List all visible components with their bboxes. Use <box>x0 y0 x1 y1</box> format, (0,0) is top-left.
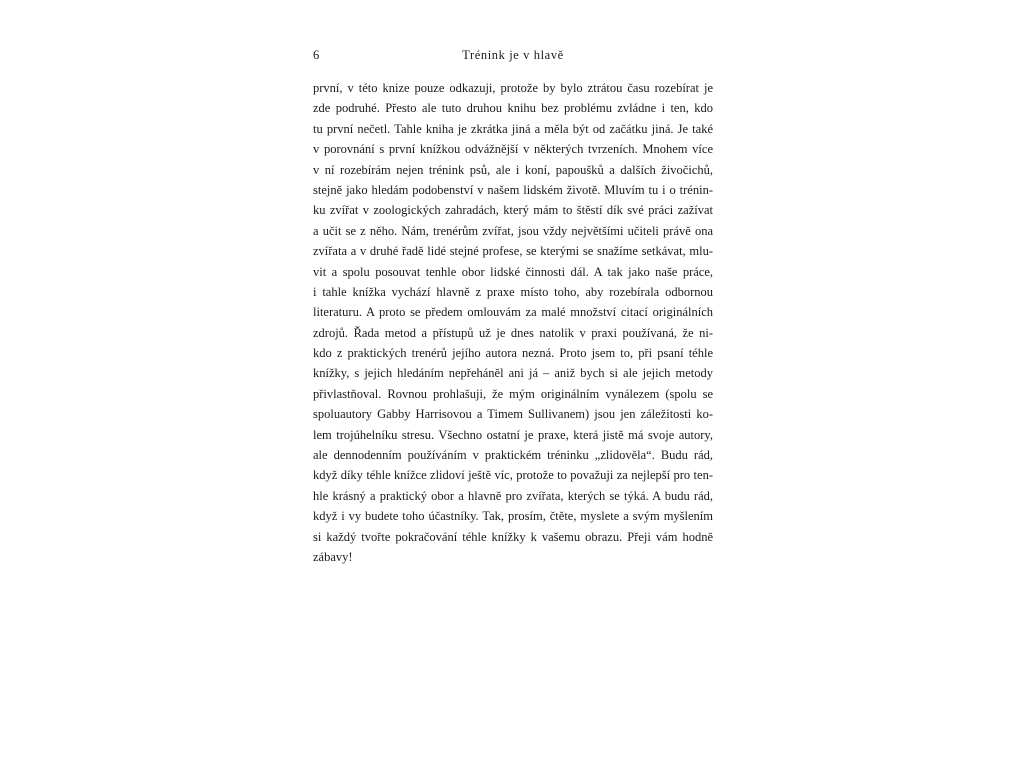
text-line: v ní rozebírám nejen trénink psů, ale i koní, papoušků a dalších živočichů, <box>313 162 713 177</box>
text-line: hle krásný a praktický obor a hlavně pro zvířata, kterých se týká. A budu rád, <box>313 488 713 503</box>
running-title: Trénink je v hlavě <box>462 48 564 62</box>
text-line: zde podruhé. Přesto ale tuto druhou knihu bez problému zvládne i ten, kdo <box>313 101 713 116</box>
text-line: i tahle knížka vychází hlavně z praxe místo toho, aby rozebírala odbornou <box>313 284 713 299</box>
text-line: lem trojúhelníku stresu. Všechno ostatní je praxe, která jistě má svoje autory, <box>313 427 713 442</box>
text-line: zvířata a v druhé řadě lidé stejné profese, se kterými se snažíme setkávat, mlu- <box>313 244 713 259</box>
text-line: první, v této knize pouze odkazuji, protože by bylo ztrátou času rozebírat je <box>313 81 713 95</box>
text-line: když i vy budete toho účastníky. Tak, prosím, čtěte, myslete a svým myšlením <box>313 509 713 524</box>
text-line: zdrojů. Řada metod a přístupů už je dnes natolik v praxi používaná, že ni- <box>313 325 713 340</box>
text-line: ku zvířat v zoologických zahradách, který mám to štěstí dík své práci zažívat <box>313 203 713 218</box>
text-line: spoluautory Gabby Harrisovou a Timem Sullivanem) jsou jen záležitosti ko- <box>313 407 713 422</box>
text-line: ale dennodenním používáním v praktickém tréninku „zlidověla“. Budu rád, <box>313 448 713 463</box>
text-line: literaturu. A proto se předem omlouvám za malé množství citací originálních <box>313 305 713 320</box>
text-line: tu první nečetl. Tahle kniha je zkrátka jiná a měla být od začátku jiná. Je také <box>313 121 713 136</box>
text-line: stejně jako hledám podobenství v našem lidském životě. Mluvím tu i o trénin- <box>313 182 713 197</box>
text-line: vit a spolu posouvat tenhle obor lidské činnosti dál. A tak jako naše práce, <box>313 264 713 279</box>
text-line: zábavy! <box>313 549 353 564</box>
text-line: v porovnání s první knížkou odvážnější v některých tvrzeních. Mnohem více <box>313 142 713 157</box>
text-line: kdo z praktických trenérů jejího autora nezná. Proto jsem to, při psaní téhle <box>313 346 713 361</box>
text-line: si každý tvořte pokračování téhle knížky k vašemu obrazu. Přeji vám hodně <box>313 529 713 544</box>
page-header <box>313 48 713 66</box>
text-line: a učit se z něho. Nám, trenérům zvířat, jsou vždy největšími učiteli právě ona <box>313 223 713 238</box>
page-number: 6 <box>313 48 320 62</box>
text-line: když díky téhle knížce zlidoví ještě víc, protože to považuji za nejlepší pro ten- <box>313 468 713 483</box>
body-paragraph <box>313 78 713 567</box>
text-line: přivlastňoval. Rovnou prohlašuji, že mým originálním vynálezem (spolu se <box>313 386 713 401</box>
text-line: knížky, s jejich hledáním nepřeháněl ani já – aniž bych si ale jejich metody <box>313 366 713 381</box>
